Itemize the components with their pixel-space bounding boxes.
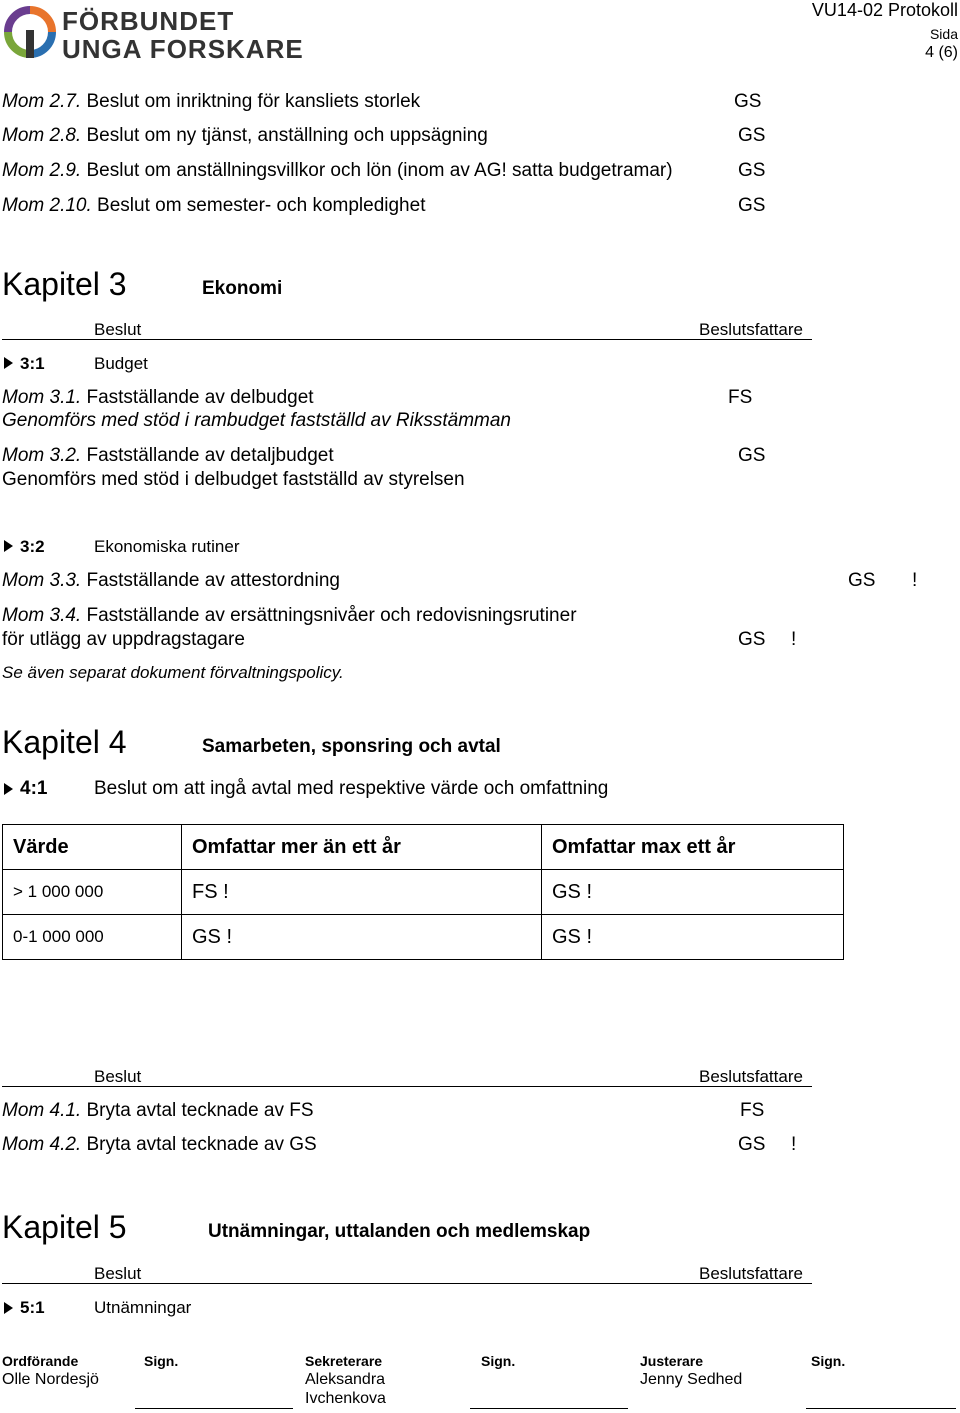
mom-3-3-mark: ! xyxy=(912,570,918,591)
col-beslut: Beslut xyxy=(94,1264,142,1283)
divider xyxy=(2,1086,812,1087)
mom-4-1-text: Mom 4.1. Bryta avtal tecknade av FS xyxy=(2,1100,314,1121)
section-3-2-num: 3:2 xyxy=(20,537,45,556)
mom-2-10: Mom 2.10. Beslut om semester- och kompledighet xyxy=(2,195,426,216)
table-header-cell: Omfattar mer än ett år xyxy=(182,825,542,870)
kapitel-3-title: Ekonomi xyxy=(202,278,283,299)
col-beslut: Beslut xyxy=(94,1067,142,1086)
mom-2-7-who: GS xyxy=(734,91,762,112)
footer-name-chair: Olle Nordesjö xyxy=(2,1371,99,1388)
kapitel-4-title: Samarbeten, sponsring och avtal xyxy=(202,736,501,757)
footer-name-secretary-2: Ivchenkova xyxy=(305,1390,386,1407)
table-header-cell: Värde xyxy=(3,825,182,870)
policy-note: Se även separat dokument förvaltningspolicy. xyxy=(2,663,344,682)
mom-3-3-text: Mom 3.3. Fastställande av attestordning xyxy=(2,570,340,591)
footer-role-chair: Ordförande xyxy=(2,1353,79,1369)
section-arrow-icon xyxy=(4,357,13,369)
table-cell: GS ! xyxy=(542,915,844,960)
mom-2-9-who: GS xyxy=(738,160,766,181)
footer-role-adjuster: Justerare xyxy=(640,1353,704,1369)
section-arrow-icon xyxy=(4,1302,13,1314)
mom-4-2-text: Mom 4.2. Bryta avtal tecknade av GS xyxy=(2,1134,317,1155)
kapitel-4-label: Kapitel 4 xyxy=(2,724,127,760)
mom-3-3-who: GS xyxy=(848,570,876,591)
footer-role-secretary: Sekreterare xyxy=(305,1353,383,1369)
section-4-1-num: 4:1 xyxy=(20,778,48,799)
mom-4-2-who: GS xyxy=(738,1134,766,1155)
mom-3-4-line1: Mom 3.4. Fastställande av ersättningsnivåer och redovisningsrutiner xyxy=(2,605,577,626)
col-beslut: Beslut xyxy=(94,320,142,339)
mom-2-8: Mom 2.8. Beslut om ny tjänst, anställning och uppsägning xyxy=(2,125,488,146)
mom-3-2-who: GS xyxy=(738,445,766,466)
mom-2-7: Mom 2.7. Beslut om inriktning för kansliets storlek xyxy=(2,91,421,112)
col-beslutsfattare: Beslutsfattare xyxy=(699,320,803,339)
signature-line xyxy=(806,1408,956,1409)
avtal-table xyxy=(2,824,844,960)
kapitel-5-title: Utnämningar, uttalanden och medlemskap xyxy=(208,1221,591,1242)
section-3-2-title: Ekonomiska rutiner xyxy=(94,537,240,556)
section-3-1-title: Budget xyxy=(94,354,148,373)
table-header-row xyxy=(3,825,844,870)
mom-3-4-who: GS xyxy=(738,629,766,650)
footer-sign-label: Sign. xyxy=(481,1353,516,1369)
mom-3-1-text: Mom 3.1. Fastställande av delbudget xyxy=(2,387,314,408)
table-cell: GS ! xyxy=(182,915,542,960)
table-cell: > 1 000 000 xyxy=(3,870,182,915)
footer-sign-label: Sign. xyxy=(811,1353,846,1369)
signature-line xyxy=(470,1408,628,1409)
mom-4-2-mark: ! xyxy=(791,1134,797,1155)
table-cell: GS ! xyxy=(542,870,844,915)
mom-4-1-who: FS xyxy=(740,1100,765,1121)
col-beslutsfattare: Beslutsfattare xyxy=(699,1067,803,1086)
table-header-cell: Omfattar max ett år xyxy=(542,825,844,870)
section-3-1-num: 3:1 xyxy=(20,354,45,373)
mom-2-9: Mom 2.9. Beslut om anställningsvillkor och lön (inom av AG! satta budgetramar) xyxy=(2,160,673,181)
section-4-1-title: Beslut om att ingå avtal med respektive värde och omfattning xyxy=(94,778,609,799)
logo xyxy=(4,6,304,64)
section-5-1-title: Utnämningar xyxy=(94,1298,192,1317)
mom-3-2-note: Genomförs med stöd i delbudget fastställd av styrelsen xyxy=(2,469,465,490)
mom-3-1-note: Genomförs med stöd i rambudget fastställd av Riksstämman xyxy=(2,410,511,431)
table-row xyxy=(3,870,844,915)
page-number: 4 (6) xyxy=(925,44,958,61)
divider xyxy=(2,1283,812,1284)
section-5-1-num: 5:1 xyxy=(20,1298,45,1317)
mom-3-4-line2: för utlägg av uppdragstagare xyxy=(2,629,245,650)
org-name-line2: UNGA FORSKARE xyxy=(62,34,304,64)
signature-line xyxy=(135,1408,293,1409)
org-name-line1: FÖRBUNDET xyxy=(62,6,235,36)
logo-mark-icon xyxy=(4,6,56,60)
footer-name-adjuster: Jenny Sedhed xyxy=(640,1371,743,1388)
divider xyxy=(2,339,812,340)
table-cell: 0-1 000 000 xyxy=(3,915,182,960)
mom-3-4-mark: ! xyxy=(791,629,797,650)
page-label: Sida xyxy=(929,26,958,42)
mom-2-8-who: GS xyxy=(738,125,766,146)
doc-title: VU14-02 Protokoll xyxy=(811,0,958,20)
kapitel-5-label: Kapitel 5 xyxy=(2,1209,127,1245)
section-arrow-icon xyxy=(4,540,13,552)
section-arrow-icon xyxy=(4,783,13,795)
table-cell: FS ! xyxy=(182,870,542,915)
mom-3-2-text: Mom 3.2. Fastställande av detaljbudget xyxy=(2,445,334,466)
footer-sign-label: Sign. xyxy=(144,1353,179,1369)
mom-3-1-who: FS xyxy=(728,387,753,408)
table-row xyxy=(3,915,844,960)
kapitel-3-label: Kapitel 3 xyxy=(2,266,127,302)
footer-name-secretary-1: Aleksandra xyxy=(305,1371,386,1388)
mom-2-10-who: GS xyxy=(738,195,766,216)
col-beslutsfattare: Beslutsfattare xyxy=(699,1264,803,1283)
